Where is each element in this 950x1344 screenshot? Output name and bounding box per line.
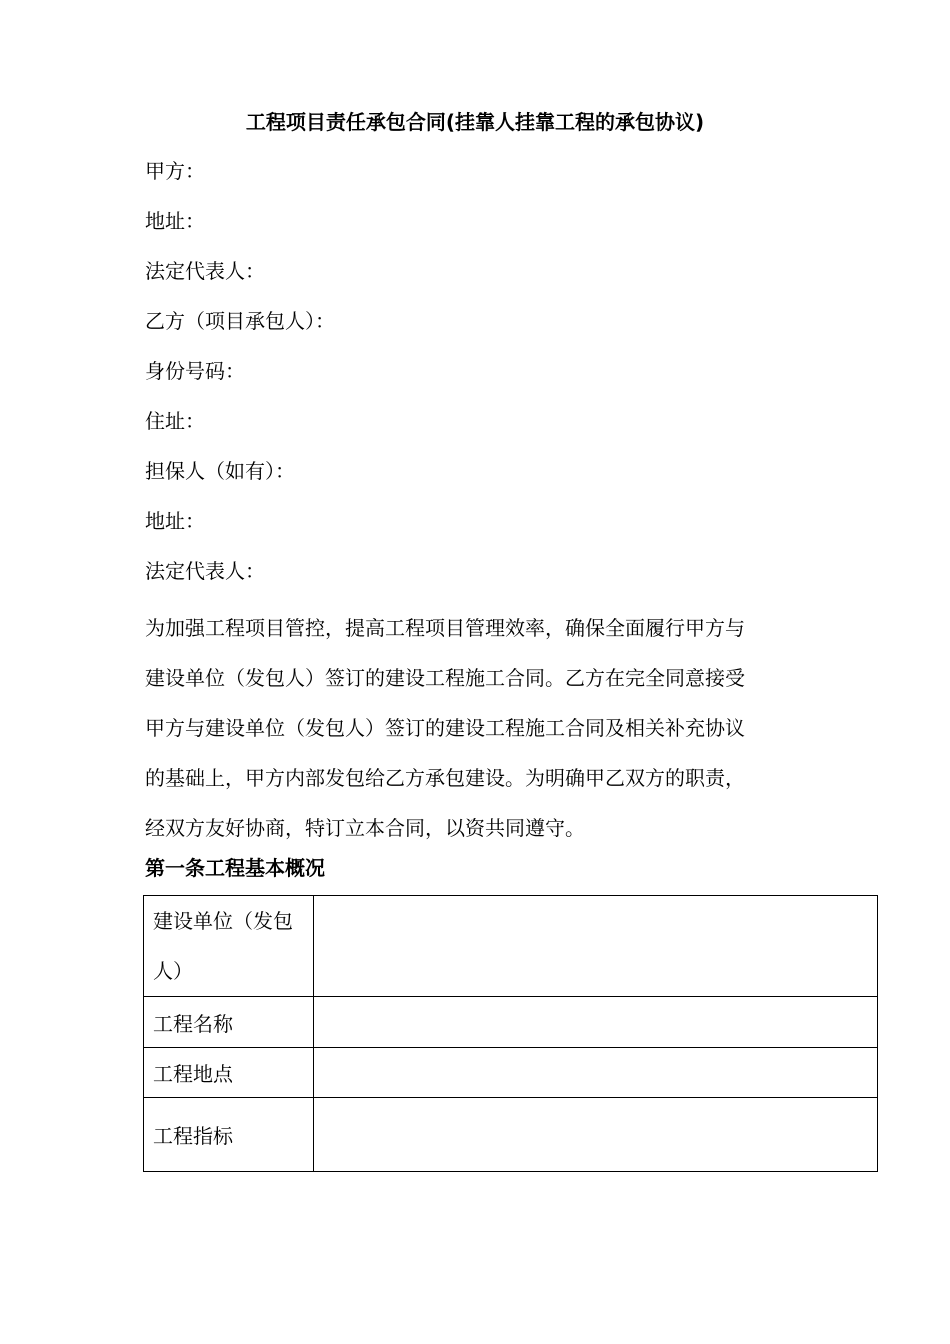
- project-overview-table: [143, 895, 878, 1172]
- table-row: [144, 1098, 878, 1172]
- guarantor-field: 担保人（如有）：: [145, 459, 295, 483]
- preamble-line: 建设单位（发包人）签订的建设工程施工合同。乙方在完全同意接受: [145, 666, 745, 690]
- table-row: [144, 997, 878, 1048]
- preamble-line: 甲方与建设单位（发包人）签订的建设工程施工合同及相关补充协议: [145, 716, 745, 740]
- table-label-cell: 工程名称: [144, 997, 314, 1048]
- table-row: [144, 896, 878, 997]
- table-value-cell: [314, 1048, 878, 1098]
- party-a-field: 甲方：: [145, 159, 205, 183]
- table-label-cell: 建设单位（发包人）: [144, 896, 314, 997]
- guarantor-address-field: 地址：: [145, 509, 205, 533]
- preamble-line: 经双方友好协商，特订立本合同，以资共同遵守。: [145, 816, 585, 840]
- guarantor-legal-representative-field: 法定代表人：: [145, 559, 265, 583]
- preamble-paragraph: [145, 603, 825, 853]
- party-b-id-number-field: 身份号码：: [145, 359, 245, 383]
- section-1-heading: 第一条工程基本概况: [145, 856, 325, 880]
- party-a-legal-representative-field: 法定代表人：: [145, 259, 265, 283]
- table-label-cell: 工程指标: [144, 1098, 314, 1172]
- preamble-line: 的基础上，甲方内部发包给乙方承包建设。为明确甲乙双方的职责，: [145, 766, 745, 790]
- party-b-field: 乙方（项目承包人）：: [145, 309, 335, 333]
- table-value-cell: [314, 997, 878, 1048]
- party-a-address-field: 地址：: [145, 209, 205, 233]
- contract-title: 工程项目责任承包合同(挂靠人挂靠工程的承包协议): [245, 110, 705, 134]
- preamble-line: 为加强工程项目管控，提高工程项目管理效率，确保全面履行甲方与: [145, 616, 745, 640]
- table-row: [144, 1048, 878, 1098]
- table-value-cell: [314, 896, 878, 997]
- table-value-cell: [314, 1098, 878, 1172]
- party-b-residence-field: 住址：: [145, 409, 205, 433]
- table-label-cell: 工程地点: [144, 1048, 314, 1098]
